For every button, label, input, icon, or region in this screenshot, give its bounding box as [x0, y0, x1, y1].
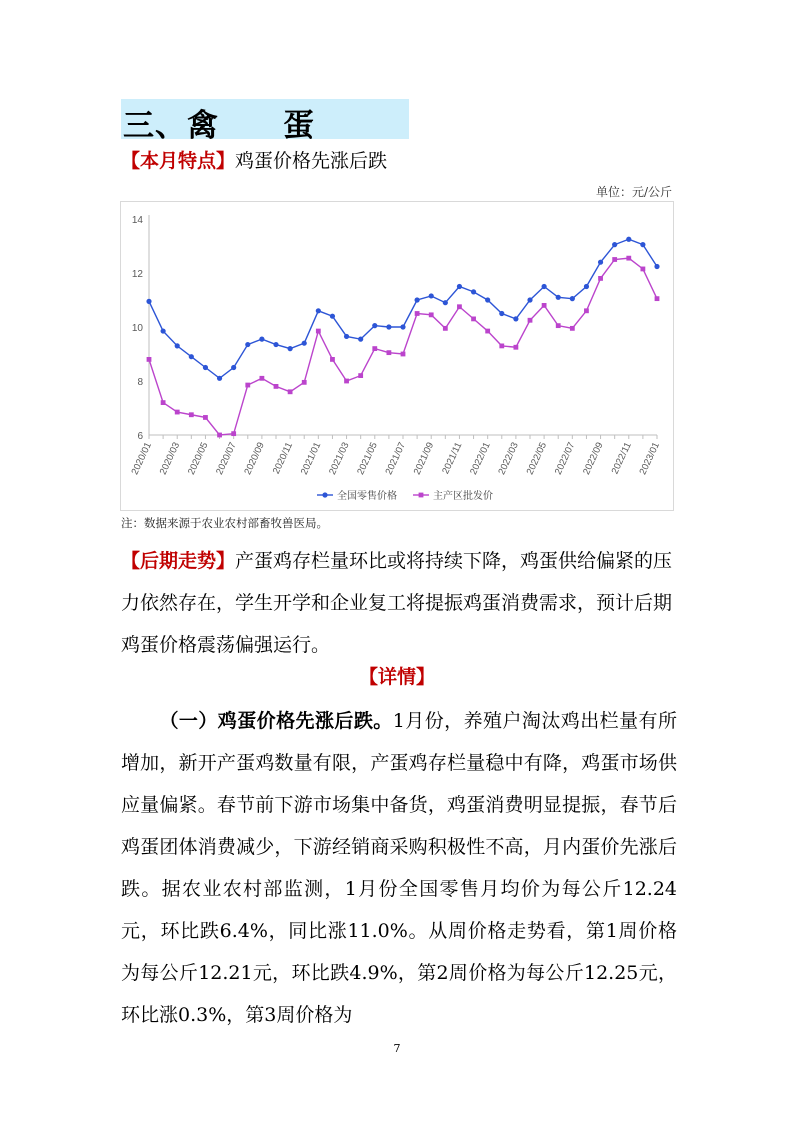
series-1-point [217, 376, 222, 381]
y-tick-label: 14 [131, 215, 143, 226]
trend-paragraph [121, 540, 677, 666]
price-chart [120, 201, 674, 511]
series-2-point [429, 312, 434, 317]
series-2-point [259, 376, 264, 381]
feature-line [121, 146, 387, 173]
x-tick-label: 2020/05 [185, 440, 211, 477]
series-1-point [626, 237, 631, 242]
series-2-point [245, 383, 250, 388]
series-1-point [584, 284, 589, 289]
series-1-point [302, 341, 307, 346]
series-1-point [316, 308, 321, 313]
legend-marker-2 [419, 493, 424, 498]
series-1-point [273, 342, 278, 347]
series-2-point [274, 384, 279, 389]
series-1-point [485, 297, 490, 302]
detail-paragraph [121, 700, 677, 1036]
chart-svg [121, 202, 673, 510]
x-tick-label: 2020/01 [129, 440, 154, 477]
trend-text: 产蛋鸡存栏量环比或将持续下降，鸡蛋供给偏紧的压力依然存在，学生开学和企业复工将提振鸡蛋消费需求，预计后期鸡蛋价格震荡偏强运行。 [121, 550, 673, 656]
source-note: 注：数据来源于农业农村部畜牧兽医局。 [121, 516, 328, 530]
series-1-point [203, 365, 208, 370]
series-1-point [415, 297, 420, 302]
series-2-point [415, 311, 420, 316]
detail-lead: （一）鸡蛋价格先涨后跌。 [159, 710, 393, 732]
page-number: 7 [393, 1042, 401, 1055]
series-2-point [598, 276, 603, 281]
series-2-point [570, 326, 575, 331]
x-tick-label: 2022/11 [609, 440, 634, 476]
series-2-point [147, 357, 152, 362]
series-1-point [386, 324, 391, 329]
feature-tag: 【本月特点】 [121, 150, 236, 172]
series-1-point [570, 296, 575, 301]
trend-tag: 【后期走势】 [121, 550, 236, 572]
series-1-point [654, 264, 659, 269]
series-2-point [443, 326, 448, 331]
series-2-point [499, 344, 504, 349]
x-tick-label: 2022/05 [524, 440, 550, 477]
detail-text: 1月份，养殖户淘汰鸡出栏量有所增加，新开产蛋鸡数量有限，产蛋鸡存栏量稳中有降，鸡蛋市场供应量偏紧。春节前下游市场集中备货，鸡蛋消费明显提振，春节后鸡蛋团体消费减少，下游经销商采购积极性不高，月内蛋价先涨后跌。据农业农村部监测，1月份全国零售月均价为每公斤12.24元，环比跌6.4%，同比涨11.0%。从周价格走势看，第1周价格为每公斤12.21元，环比跌4.9%，第2周价格为每公斤12.25元，环比涨0.3%，第3周价格为 [121, 710, 677, 1026]
y-tick-label: 10 [131, 323, 143, 334]
series-1-point [259, 337, 264, 342]
section-heading [121, 99, 409, 144]
x-tick-label: 2020/09 [242, 440, 267, 477]
series-2-point [231, 431, 236, 436]
x-tick-label: 2022/09 [581, 440, 606, 477]
series-2-point [330, 357, 335, 362]
legend-label-1: 全国零售价格 [337, 491, 397, 502]
series-2-point [288, 389, 293, 394]
x-tick-label: 2022/07 [552, 440, 578, 477]
series-2-point [513, 345, 518, 350]
series-1-point [330, 314, 335, 319]
series-1-point [288, 346, 293, 351]
series-2-point [556, 323, 561, 328]
x-tick-label: 2021/01 [298, 440, 324, 477]
series-1-point [612, 242, 617, 247]
series-2-point [528, 318, 533, 323]
series-2-point [542, 303, 547, 308]
series-line-1 [149, 239, 657, 378]
x-tick-label: 2020/03 [157, 440, 183, 477]
series-1-point [471, 289, 476, 294]
series-1-point [443, 300, 448, 305]
series-1-point [542, 284, 547, 289]
series-1-point [499, 311, 504, 316]
series-1-point [429, 293, 434, 298]
series-2-point [401, 352, 406, 357]
series-1-point [527, 297, 532, 302]
series-1-point [344, 334, 349, 339]
series-2-point [457, 304, 462, 309]
series-1-point [161, 328, 166, 333]
section-title: 三、禽 蛋 [123, 108, 315, 144]
series-2-point [640, 267, 645, 272]
series-2-point [344, 379, 349, 384]
series-1-point [146, 299, 151, 304]
series-2-point [189, 412, 194, 417]
x-tick-label: 2023/01 [637, 440, 662, 477]
x-tick-label: 2021/11 [440, 440, 465, 476]
series-2-point [626, 256, 631, 261]
series-2-point [612, 257, 617, 262]
x-tick-label: 2020/07 [214, 440, 239, 477]
series-2-point [584, 308, 589, 313]
series-2-point [302, 380, 307, 385]
series-2-point [175, 410, 180, 415]
y-tick-label: 12 [131, 269, 143, 280]
x-tick-label: 2022/03 [496, 440, 521, 477]
x-tick-label: 2021/05 [355, 440, 380, 477]
series-1-point [556, 295, 561, 300]
series-2-point [316, 329, 321, 334]
y-tick-label: 8 [137, 377, 143, 388]
series-1-point [513, 316, 518, 321]
series-1-point [231, 365, 236, 370]
series-1-point [457, 284, 462, 289]
x-tick-label: 2021/07 [383, 440, 408, 477]
series-1-point [400, 324, 405, 329]
unit-label: 单位：元/公斤 [595, 185, 672, 199]
series-2-point [485, 329, 490, 334]
x-tick-label: 2022/01 [468, 440, 493, 477]
series-2-point [386, 350, 391, 355]
x-tick-label: 2020/11 [270, 440, 296, 476]
series-1-point [372, 323, 377, 328]
x-tick-label: 2021/09 [411, 440, 437, 477]
y-tick-label: 6 [137, 431, 143, 442]
series-1-point [640, 242, 645, 247]
series-2-point [217, 433, 222, 438]
legend-marker-1 [322, 492, 327, 497]
feature-text: 鸡蛋价格先涨后跌 [235, 150, 388, 172]
series-2-point [372, 346, 377, 351]
series-2-point [358, 373, 363, 378]
series-line-2 [149, 258, 657, 435]
series-1-point [189, 354, 194, 359]
x-tick-label: 2021/03 [327, 440, 352, 477]
series-2-point [655, 296, 660, 301]
series-1-point [598, 260, 603, 265]
series-2-point [161, 400, 166, 405]
series-1-point [245, 342, 250, 347]
detail-title: 【详情】 [358, 666, 435, 688]
series-1-point [175, 343, 180, 348]
series-2-point [203, 415, 208, 420]
series-1-point [358, 337, 363, 342]
legend-label-2: 主产区批发价 [433, 491, 493, 502]
series-2-point [471, 317, 476, 322]
